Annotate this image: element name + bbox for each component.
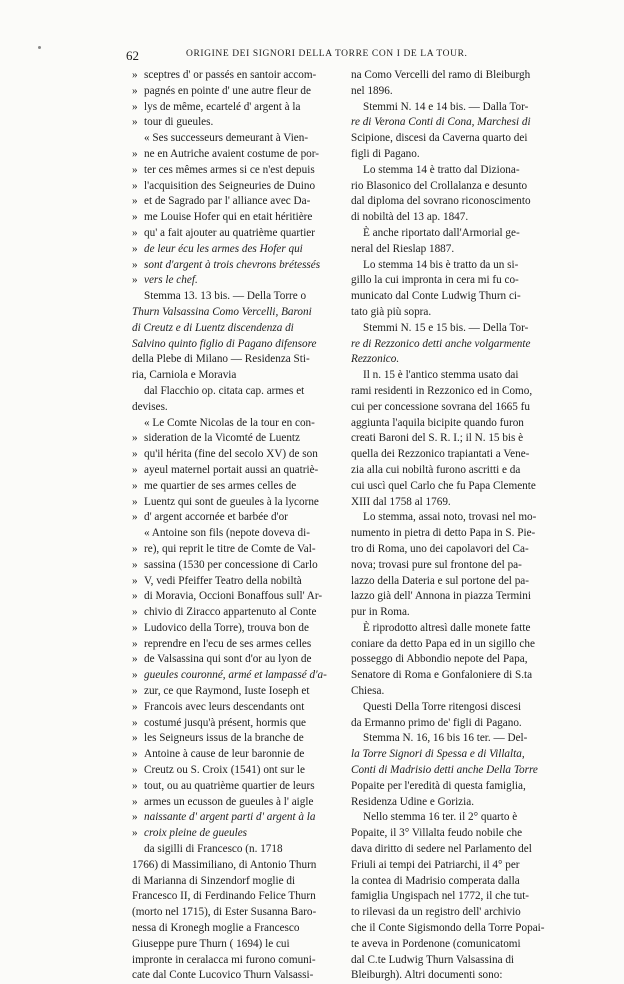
text-line: di nobiltà del 13 ap. 1847.: [351, 211, 469, 224]
text-line: » sceptres d' or passés en santoir accom-: [132, 68, 338, 84]
text-line: ria, Carniola e Moravia: [132, 369, 237, 382]
text-line: lazzo della Dateria e sul portone del pa-: [351, 574, 529, 587]
text-line: la contea di Madrisio comperata dalla: [351, 874, 520, 887]
text-line: » me quartier de ses armes celles de: [132, 479, 338, 495]
text-line: » qu'il hérita (fine del secolo XV) de son: [132, 447, 338, 463]
text-line: » chivio di Ziracco appartenuto al Conte: [132, 605, 338, 621]
text-line: Conti di Madrisio detti anche Della Torre: [351, 764, 538, 777]
left-column: [132, 68, 338, 984]
text-line: » Francois avec leurs descendants ont: [132, 700, 338, 716]
text-line: » ne en Autriche avaient costume de por-: [132, 147, 338, 163]
text-line: » lys de même, ecartelé d' argent à la: [132, 100, 338, 116]
text-line: quella dei Rezzonico trapiantati a Vene-: [351, 448, 530, 461]
text-line: » di Moravia, Occioni Bonaffous sull' Ar-: [132, 589, 338, 605]
text-line: rio Blasonico del Crollalanza e desunto: [351, 179, 528, 192]
text-line: dal diploma del sovrano riconoscimento: [351, 195, 531, 208]
text-line: » naissante d' argent parti d' argent à la: [132, 810, 338, 826]
text-line: » tout, ou au quatrième quartier de leurs: [132, 779, 338, 795]
text-line: Thurn Valsassina Como Vercelli, Baroni: [132, 305, 312, 318]
text-line: » d' argent accornée et barbée d'or: [132, 510, 338, 526]
text-line: » sassina (1530 per concessione di Carlo: [132, 558, 338, 574]
text-line: tato già più sopra.: [351, 305, 432, 318]
text-line: numento in pietra di detto Papa in S. Pie-: [351, 527, 536, 540]
text-line: figli di Pagano.: [351, 147, 420, 160]
text-line: » Luentz qui sont de gueules à la lycorne: [132, 495, 338, 511]
text-line: Residenza Udine e Gorizia.: [351, 795, 475, 808]
text-line: » pagnés en pointe d' une autre fleur de: [132, 84, 338, 100]
text-line: dava diritto di sedere nel Parlamento del: [351, 843, 532, 856]
text-line: da sigilli di Francesco (n. 1718: [144, 843, 283, 856]
text-line: cate dal Conte Lucovico Thurn Valsassi-: [132, 969, 314, 982]
text-line: della Plebe di Milano — Residenza Sti-: [132, 353, 310, 366]
text-line: Friuli ai tempi dei Patriarchi, il 4° per: [351, 858, 520, 871]
text-line: Lo stemma 14 bis è tratto da un si-: [363, 258, 519, 271]
text-line: » V, vedi Pfeiffer Teatro della nobiltà: [132, 574, 338, 590]
text-line: re di Verona Conti di Cona, Marchesi di: [351, 116, 531, 129]
text-line: 1766) di Massimiliano, di Antonio Thurn: [132, 858, 317, 871]
text-line: » de leur écu les armes des Hofer qui: [132, 242, 338, 258]
text-line: aggiunta l'aquila bicipite quando furon: [351, 416, 524, 429]
text-line: » les Seigneurs issus de la branche de: [132, 731, 338, 747]
text-line: cui uscì quel Carlo che fu Papa Clemente: [351, 479, 536, 492]
text-line: » croix pleine de gueules: [132, 826, 338, 842]
text-line: to rilevasi da un registro dell' archivio: [351, 906, 521, 919]
text-line: Questi Della Torre ritengosi discesi: [363, 700, 522, 713]
text-line: » Antoine à cause de leur baronnie de: [132, 747, 338, 763]
text-line: famiglia Ungispach nel 1772, il che tut-: [351, 890, 530, 903]
text-line: Senatore di Roma e Gonfaloniere di S.ta: [351, 669, 533, 682]
text-line: neral del Rieslap 1887.: [351, 242, 455, 255]
text-line: Il n. 15 è l'antico stemma usato dai: [363, 369, 519, 382]
text-line: rami residenti in Rezzonico ed in Como,: [351, 384, 533, 397]
text-line: che il Conte Sigismondo della Torre Popai-: [351, 922, 545, 935]
text-line: » de Valsassina qui sont d'or au lyon de: [132, 652, 338, 668]
text-line: » tour di gueules.: [132, 115, 338, 131]
text-line: municato dal Conte Ludwig Thurn ci-: [351, 290, 521, 303]
text-line: « Antoine son fils (nepote doveva di-: [144, 527, 310, 540]
text-line: (morto nel 1715), di Ester Susanna Baro-: [132, 906, 317, 919]
text-line: Lo stemma 14 è tratto dal Diziona-: [363, 163, 520, 176]
text-line: na Como Vercelli del ramo di Bleiburgh: [351, 69, 531, 81]
text-line: « Ses successeurs demeurant à Vien-: [144, 132, 309, 145]
text-line: devises.: [132, 400, 168, 413]
text-line: È riprodotto altresì dalle monete fatte: [363, 621, 531, 634]
text-line: » ter ces mêmes armes si ce n'est depuis: [132, 163, 338, 179]
text-line: te aveva in Pordenone (comunicatomi: [351, 937, 521, 950]
text-line: » l'acquisition des Seigneuries de Duino: [132, 179, 338, 195]
text-line: Stemmi N. 15 e 15 bis. — Della Tor-: [363, 321, 529, 334]
text-line: » vers le chef.: [132, 273, 338, 289]
text-line: » et de Sagrado par l' alliance avec Da-: [132, 194, 338, 210]
text-line: nessa di Kronegh moglie a Francesco: [132, 922, 300, 935]
text-line: » zur, ce que Raymond, Iuste Ioseph et: [132, 684, 338, 700]
text-line: tro di Roma, uno dei capolavori del Ca-: [351, 542, 529, 555]
text-line: » Ludovico della Torre), trouva bon de: [132, 621, 338, 637]
text-line: Stemma N. 16, 16 bis 16 ter. — Del-: [363, 732, 528, 745]
text-line: » costumé jusqu'à présent, hormis que: [132, 716, 338, 732]
right-column: [351, 68, 573, 984]
text-line: Stemma 13. 13 bis. — Della Torre o: [144, 290, 307, 303]
scan-speck: [38, 46, 41, 49]
text-line: zia alla cui nobiltà furono ascritti e da: [351, 463, 521, 476]
text-line: Rezzonico.: [351, 353, 400, 366]
text-line: » sideration de la Vicomté de Luentz: [132, 431, 338, 447]
text-line: cui per concessione sovrana del 1665 fu: [351, 400, 530, 413]
text-line: dal Flacchio op. citata cap. armes et: [144, 384, 305, 397]
page-number: 62: [126, 48, 139, 63]
text-line: Popaite, il 3° Villalta feudo nobile che: [351, 827, 523, 840]
text-line: la Torre Signori di Spessa e di Villalta,: [351, 748, 525, 761]
text-line: » Creutz ou S. Croix (1541) ont sur le: [132, 763, 338, 779]
text-line: Giuseppe pure Thurn ( 1694) le cui: [132, 937, 290, 950]
text-line: nel 1896.: [351, 84, 393, 97]
text-line: impronte in ceralacca mi furono comuni-: [132, 953, 316, 966]
text-line: » ayeul maternel portait aussi an quatriè-: [132, 463, 338, 479]
text-line: lazzo già dell' Annona in piazza Termini: [351, 590, 531, 603]
text-line: » gueules couronné, armé et lampassé d'a-: [132, 668, 338, 684]
text-line: « Le Comte Nicolas de la tour en con-: [144, 416, 315, 429]
text-line: re di Rezzonico detti anche volgarmente: [351, 337, 531, 350]
text-line: Francesco II, di Ferdinando Felice Thurn: [132, 890, 316, 903]
text-line: XIII dal 1758 al 1769.: [351, 495, 451, 508]
text-line: Bleiburgh). Altri documenti sono:: [351, 969, 503, 982]
text-line: Stemmi N. 14 e 14 bis. — Dalla Tor-: [363, 100, 529, 113]
text-line: Nello stemma 16 ter. il 2° quarto è: [363, 811, 518, 824]
text-line: » qu' a fait ajouter au quatrième quartier: [132, 226, 338, 242]
text-line: Salvino quinto figlio di Pagano difensore: [132, 337, 317, 350]
text-line: » re), qui reprit le titre de Comte de Val-: [132, 542, 338, 558]
text-line: coniare da detto Papa ed in un sigillo che: [351, 637, 535, 650]
text-line: » sont d'argent à trois chevrons brétessés: [132, 258, 338, 274]
text-line: da Ermanno primo de' figli di Pagano.: [351, 716, 522, 729]
text-line: di Creutz e di Luentz discendenza di: [132, 321, 294, 334]
text-line: » armes un ecusson de gueules à l' aigle: [132, 795, 338, 811]
text-line: nova; trovasi pure sul frontone del pa-: [351, 558, 522, 571]
text-line: gillo la cui impronta in cera mi fu co-: [351, 274, 519, 287]
text-line: Lo stemma, assai noto, trovasi nel mo-: [363, 511, 537, 524]
running-title: ORIGINE DEI SIGNORI DELLA TORRE CON I DE LA TOUR.: [186, 49, 468, 59]
text-line: di Marianna di Sinzendorf moglie di: [132, 874, 296, 887]
text-line: pur in Roma.: [351, 606, 410, 619]
text-line: creati Baroni del S. R. I.; il N. 15 bis è: [351, 432, 524, 445]
page-header: [126, 48, 570, 64]
text-line: » reprendre en l'ecu de ses armes celles: [132, 637, 338, 653]
text-line: posseggo di Abbondio nepote del Papa,: [351, 653, 528, 666]
text-line: Popaite per l'eredità di questa famiglia,: [351, 779, 526, 792]
text-line: È anche riportato dall'Armorial ge-: [363, 226, 520, 239]
text-line: Scipione, discesi da Caverna quarto dei: [351, 132, 528, 145]
text-line: dal C.te Ludwig Thurn Valsassina di: [351, 953, 515, 966]
text-line: Chiesa.: [351, 685, 385, 698]
text-line: » me Louise Hofer qui en etait héritière: [132, 210, 338, 226]
